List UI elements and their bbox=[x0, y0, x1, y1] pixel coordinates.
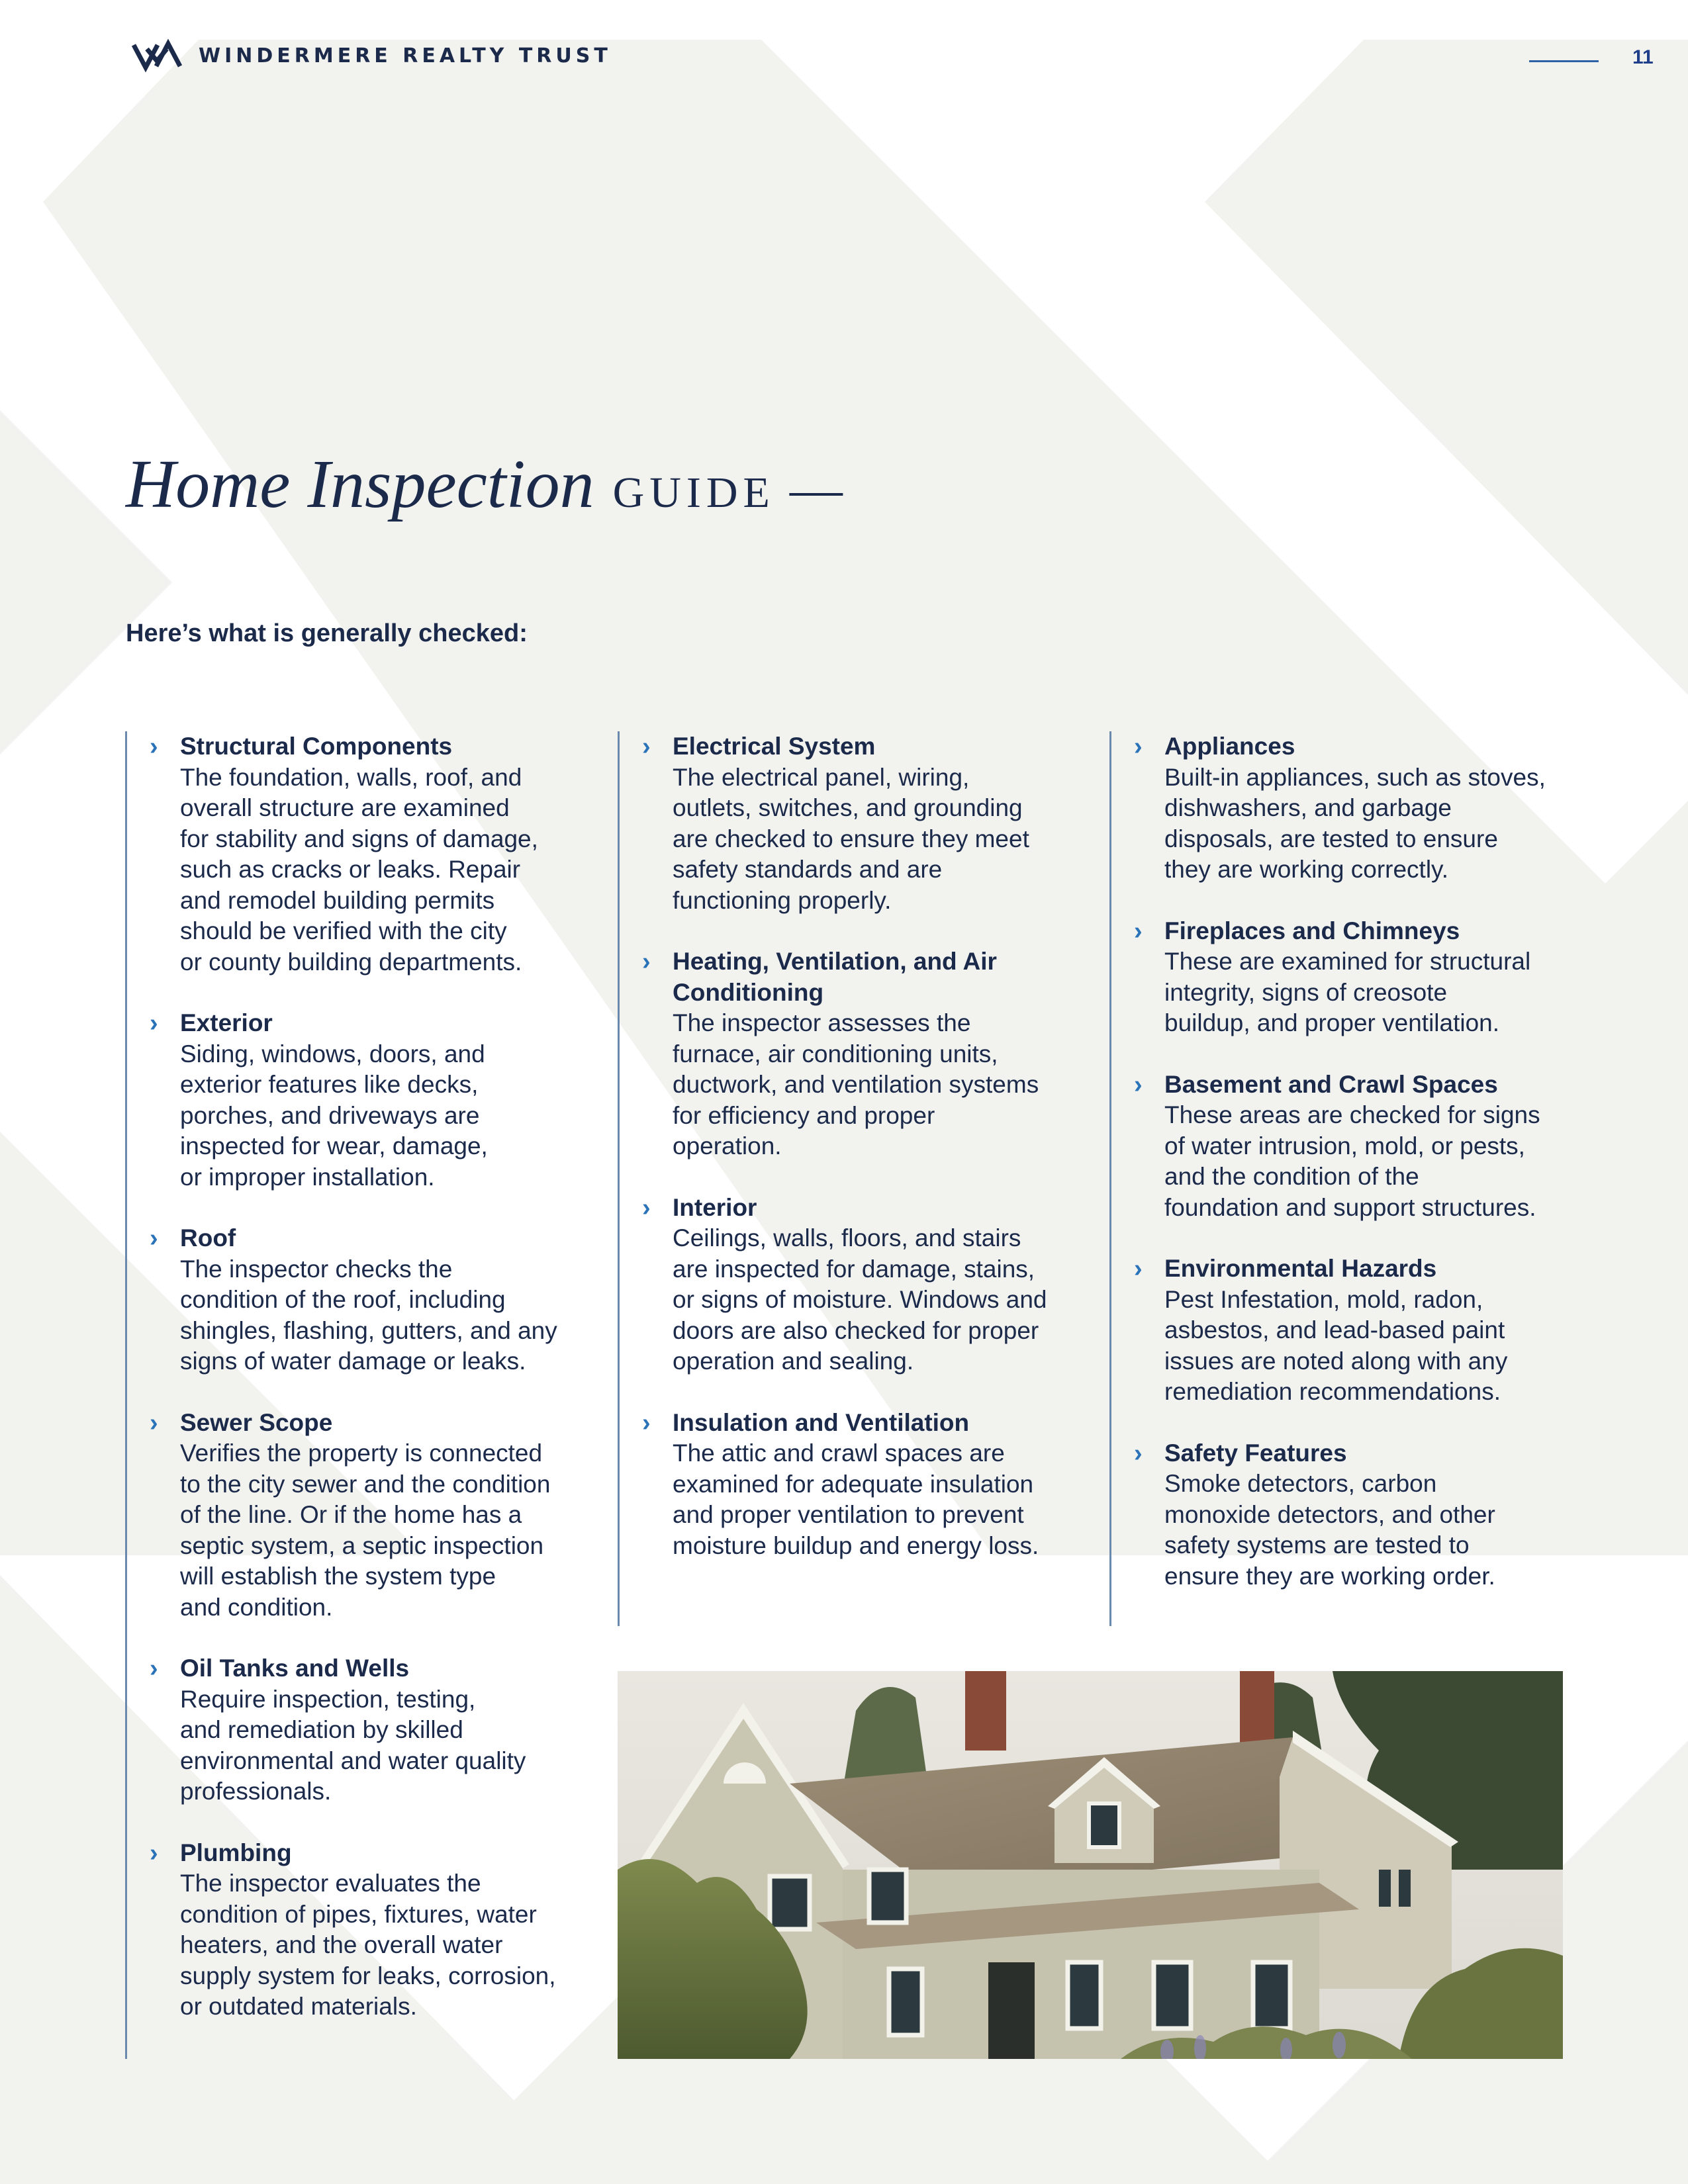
checklist-item bbox=[1111, 731, 1588, 886]
windermere-logo-icon bbox=[131, 38, 183, 73]
checklist-item bbox=[127, 731, 604, 978]
page-number: 11 bbox=[1632, 46, 1654, 68]
item-description: Siding, windows, doors, and exterior features like decks, porches, and driveways are inspected for wear, damage, or improper installation. bbox=[180, 1040, 488, 1191]
chevron-right-icon: › bbox=[642, 948, 651, 976]
chevron-right-icon: › bbox=[642, 1193, 651, 1222]
item-description: Verifies the property is connected to the city sewer and the condition of the line. Or if the home has a septic system, a septic inspection will establish the system type and condition. bbox=[180, 1439, 551, 1621]
checklist-item bbox=[127, 1653, 604, 1807]
item-title: Heating, Ventilation, and Air Conditioning bbox=[673, 948, 997, 1006]
item-title: Basement and Crawl Spaces bbox=[1164, 1070, 1498, 1098]
chevron-right-icon: › bbox=[150, 733, 158, 760]
item-description: The electrical panel, wiring, outlets, switches, and grounding are checked to ensure they meet safety standards and are functioning properly. bbox=[673, 763, 1029, 914]
checklist-item bbox=[620, 1193, 1096, 1377]
item-title: Appliances bbox=[1164, 733, 1295, 760]
checklist-item bbox=[620, 731, 1096, 916]
chevron-right-icon: › bbox=[1134, 1070, 1143, 1099]
item-description: These are examined for structural integrity, signs of creosote buildup, and proper ventilation. bbox=[1164, 948, 1531, 1036]
page-title bbox=[126, 446, 843, 522]
checklist-column-2 bbox=[618, 731, 1096, 1626]
item-title: Sewer Scope bbox=[180, 1408, 333, 1436]
title-italic: Home Inspection bbox=[126, 446, 594, 522]
item-description: These areas are checked for signs of water intrusion, mold, or pests, and the condition of the foundation and support structures. bbox=[1164, 1101, 1540, 1221]
chevron-right-icon: › bbox=[150, 1655, 158, 1682]
intro-text: Here’s what is generally checked: bbox=[126, 619, 528, 647]
chevron-right-icon: › bbox=[1134, 733, 1143, 760]
item-title: Fireplaces and Chimneys bbox=[1164, 917, 1460, 944]
chevron-right-icon: › bbox=[1134, 917, 1143, 945]
chevron-right-icon: › bbox=[1134, 1255, 1143, 1283]
item-description: Require inspection, testing, and remediation by skilled environmental and water quality professionals. bbox=[180, 1685, 526, 1805]
item-title: Structural Components bbox=[180, 733, 453, 760]
title-caps: GUIDE bbox=[612, 469, 775, 517]
chevron-right-icon: › bbox=[1134, 1439, 1143, 1467]
item-title: Exterior bbox=[180, 1009, 273, 1036]
item-description: Pest Infestation, mold, radon, asbestos, and lead-based paint issues are noted along with any remediation recommendations. bbox=[1164, 1285, 1508, 1405]
item-title: Safety Features bbox=[1164, 1439, 1347, 1467]
chevron-right-icon: › bbox=[642, 1408, 651, 1437]
item-description: Ceilings, walls, floors, and stairs are inspected for damage, stains, or signs of moisture. Windows and doors are also checked for proper operation and sealing. bbox=[673, 1224, 1047, 1375]
checklist-item bbox=[1111, 1253, 1588, 1408]
checklist-item bbox=[127, 1223, 604, 1377]
checklist-item bbox=[1111, 1438, 1588, 1592]
checklist-item bbox=[127, 1838, 604, 2023]
header-rule bbox=[1529, 60, 1599, 62]
item-title: Electrical System bbox=[673, 733, 876, 760]
checklist-item bbox=[620, 946, 1096, 1162]
checklist-item bbox=[127, 1408, 604, 1623]
item-title: Oil Tanks and Wells bbox=[180, 1655, 410, 1682]
checklist-column-3 bbox=[1109, 731, 1588, 1626]
chevron-right-icon: › bbox=[150, 1009, 158, 1037]
title-dash: — bbox=[789, 461, 843, 519]
checklist-item bbox=[1111, 916, 1588, 1039]
checklist-item bbox=[127, 1008, 604, 1193]
item-title: Interior bbox=[673, 1193, 757, 1221]
item-description: The inspector evaluates the condition of pipes, fixtures, water heaters, and the overall water supply system for leaks, corrosion, or outdated materials. bbox=[180, 1870, 556, 2020]
item-description: The foundation, walls, roof, and overall structure are examined for stability and signs of damage, such as cracks or leaks. Repair and remodel building permits should be verified with the city or county building departments. bbox=[180, 763, 538, 976]
item-title: Roof bbox=[180, 1224, 236, 1251]
checklist-item bbox=[620, 1408, 1096, 1562]
item-title: Plumbing bbox=[180, 1839, 292, 1866]
item-title: Insulation and Ventilation bbox=[673, 1408, 970, 1436]
checklist-column-1 bbox=[125, 731, 604, 2059]
item-description: Built-in appliances, such as stoves, dishwashers, and garbage disposals, are tested to ensure they are working correctly. bbox=[1164, 763, 1546, 883]
chevron-right-icon: › bbox=[642, 733, 651, 760]
item-description: The inspector assesses the furnace, air conditioning units, ductwork, and ventilation systems for efficiency and proper operation. bbox=[673, 1009, 1039, 1160]
item-title: Environmental Hazards bbox=[1164, 1255, 1437, 1282]
checklist-item bbox=[1111, 1069, 1588, 1224]
chevron-right-icon: › bbox=[150, 1839, 158, 1867]
house-photo bbox=[618, 1671, 1563, 2059]
brand-name: WINDERMERE REALTY TRUST bbox=[199, 44, 612, 68]
chevron-right-icon: › bbox=[150, 1224, 158, 1252]
item-description: The inspector checks the condition of the roof, including shingles, flashing, gutters, and any signs of water damage or leaks. bbox=[180, 1255, 557, 1375]
item-description: The attic and crawl spaces are examined for adequate insulation and proper ventilation to prevent moisture buildup and energy loss. bbox=[673, 1439, 1039, 1559]
brand-logo bbox=[131, 38, 612, 73]
item-description: Smoke detectors, carbon monoxide detectors, and other safety systems are tested to ensure they are working order. bbox=[1164, 1470, 1495, 1590]
chevron-right-icon: › bbox=[150, 1408, 158, 1437]
